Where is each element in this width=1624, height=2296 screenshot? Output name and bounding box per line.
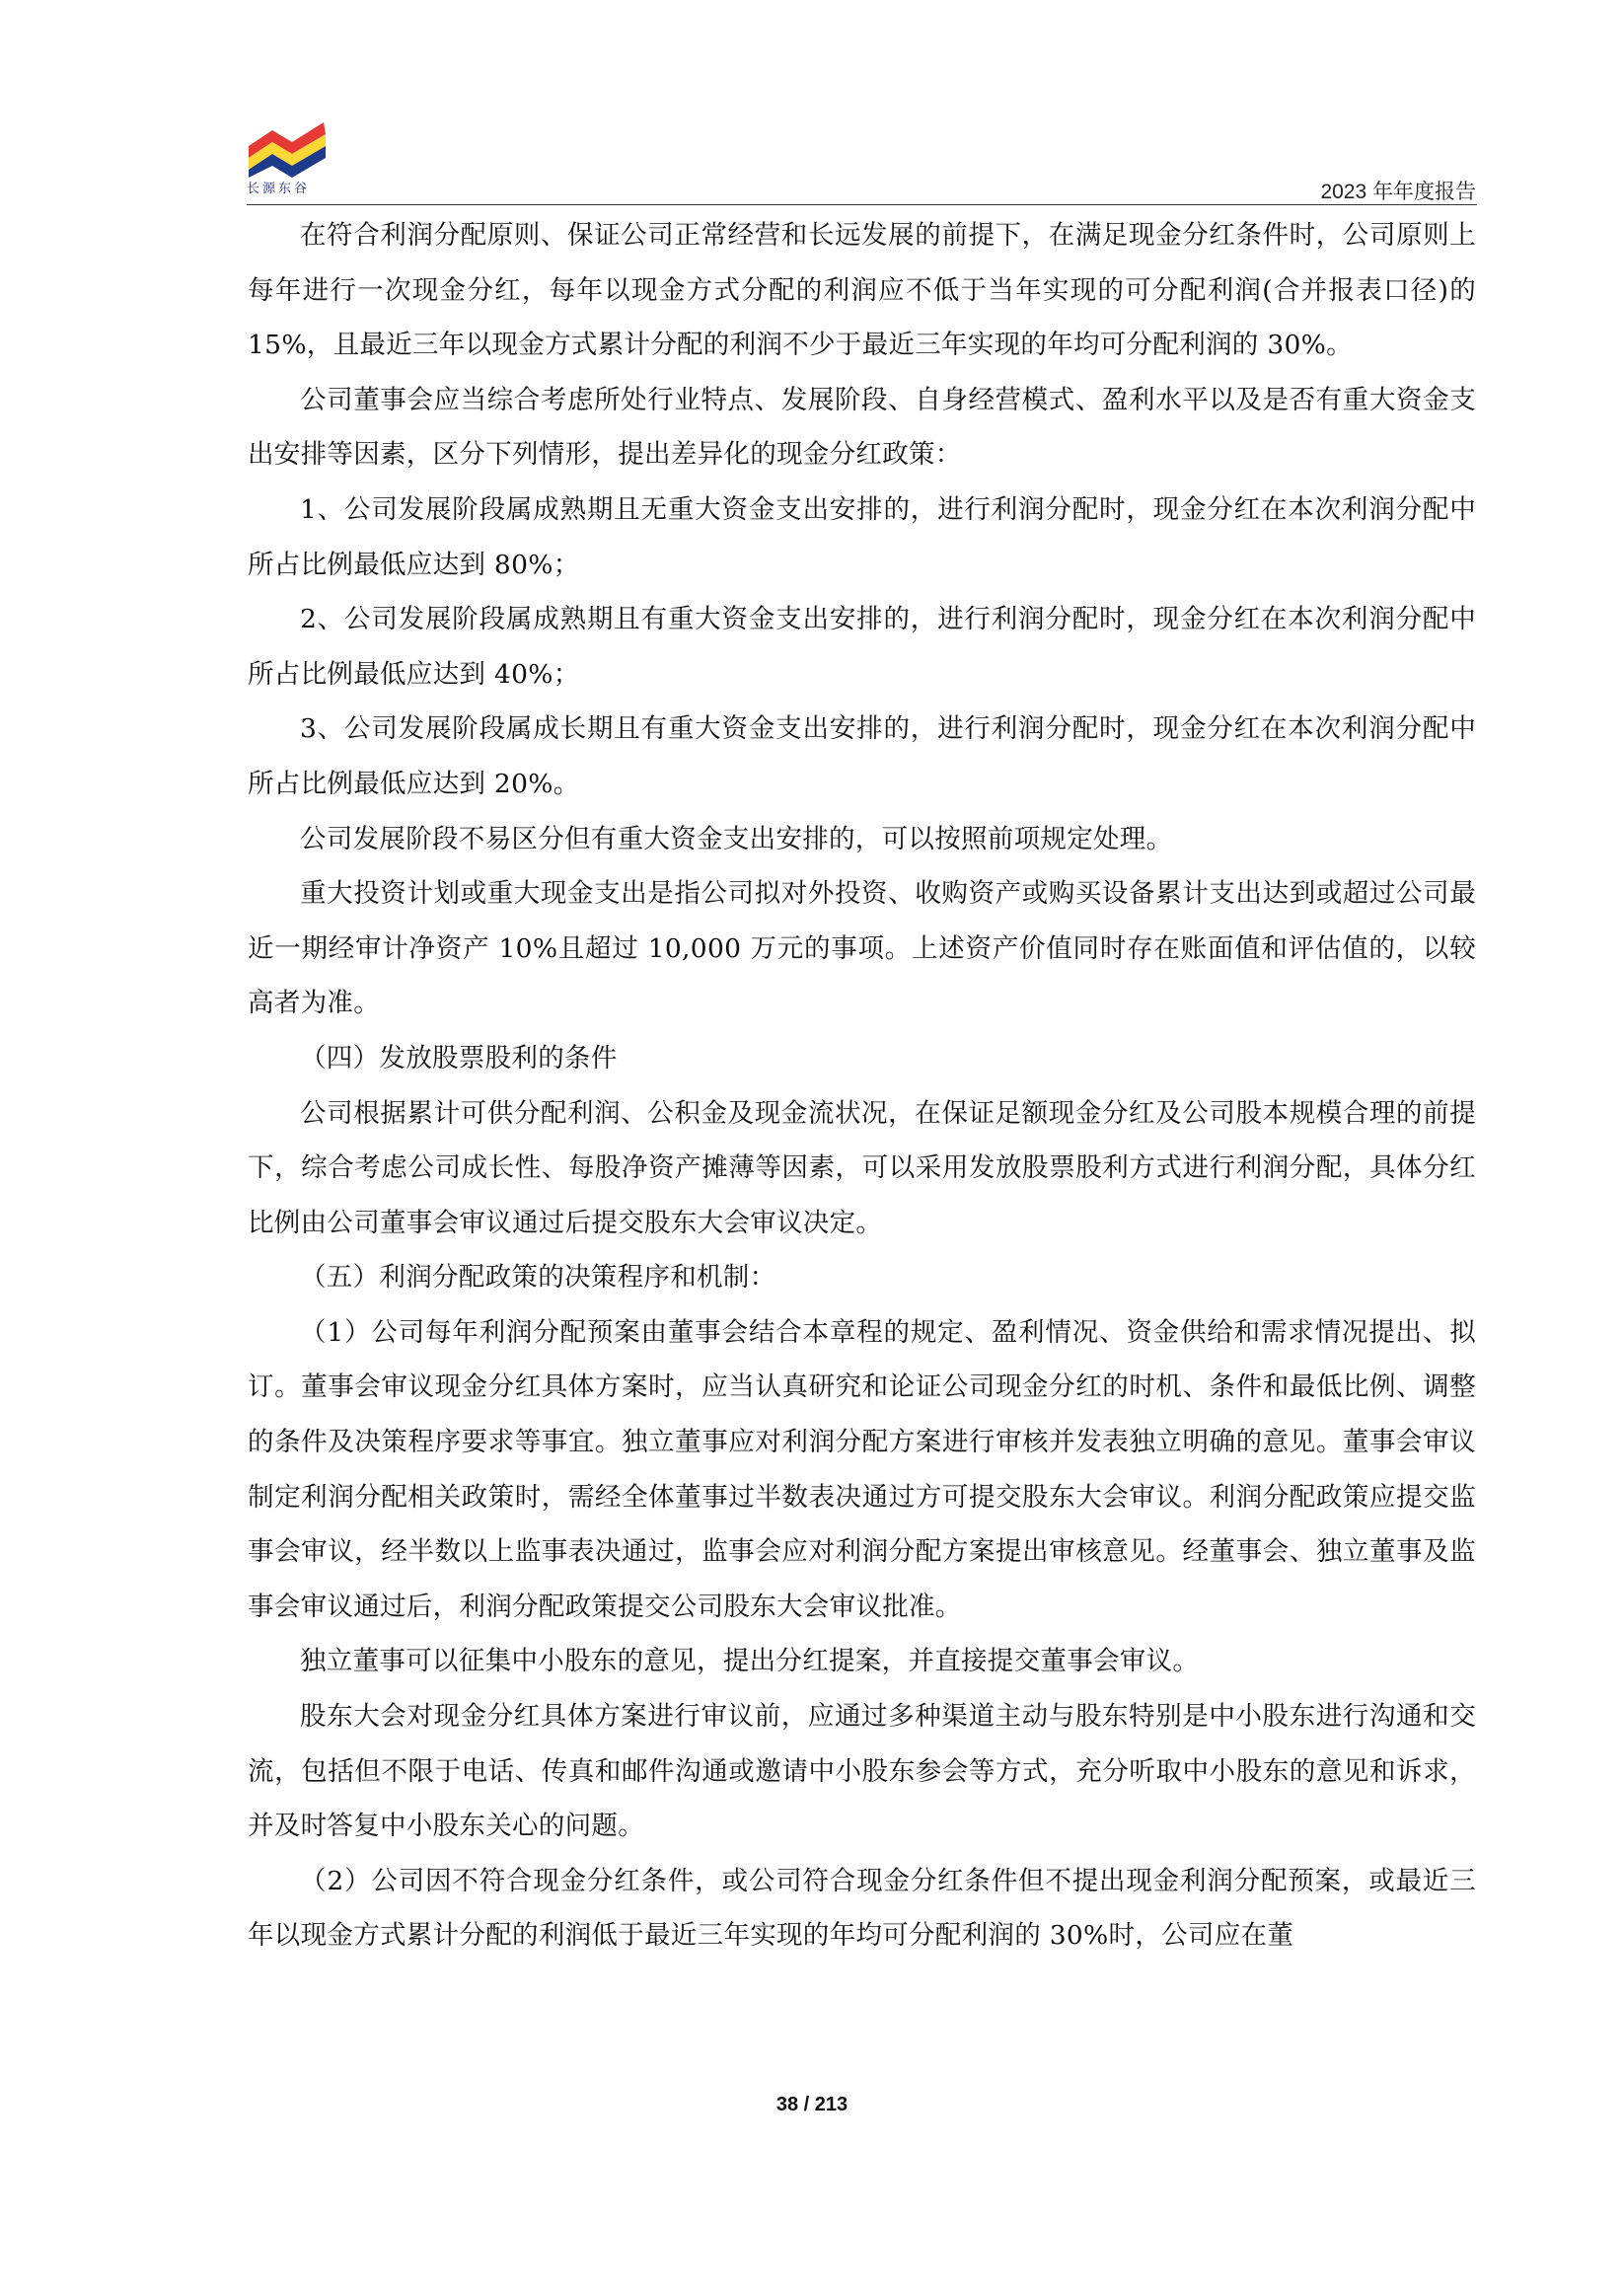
list-item-paragraph: 3、公司发展阶段属成长期且有重大资金支出安排的，进行利润分配时，现金分红在本次利润分配中所占比例最低应达到 20%。: [248, 713, 1476, 799]
list-item-paragraph: 2、公司发展阶段属成熟期且有重大资金支出安排的，进行利润分配时，现金分红在本次利润分配中所占比例最低应达到 40%；: [248, 604, 1476, 690]
body-text: [248, 208, 1476, 1963]
paragraph: 股东大会对现金分红具体方案进行审议前，应通过多种渠道主动与股东特别是中小股东进行沟通和交流，包括但不限于电话、传真和邮件沟通或邀请中小股东参会等方式，充分听取中小股东的意见和诉求，并及时答复中小股东关心的问题。: [248, 1701, 1476, 1842]
paragraph: 重大投资计划或重大现金支出是指公司拟对外投资、收购资产或购买设备累计支出达到或超过公司最近一期经审计净资产 10%且超过 10,000 万元的事项。上述资产价值同时存在账面值和评估值的，以较高者为准。: [248, 878, 1476, 1019]
paragraph: 独立董事可以征集中小股东的意见，提出分红提案，并直接提交董事会审议。: [300, 1646, 1200, 1677]
paragraph: 公司董事会应当综合考虑所处行业特点、发展阶段、自身经营模式、盈利水平以及是否有重大资金支出安排等因素，区分下列情形，提出差异化的现金分红政策：: [248, 384, 1476, 471]
paragraph: 公司根据累计可供分配利润、公积金及现金流状况，在保证足额现金分红及公司股本规模合理的前提下，综合考虑公司成长性、每股净资产摊薄等因素，可以采用发放股票股利方式进行利润分配，具体分红比例由公司董事会审议通过后提交股东大会审议决定。: [248, 1097, 1476, 1238]
header-divider: [247, 204, 1477, 205]
report-title: 2023 年年度报告: [1320, 181, 1476, 203]
paragraph: （1）公司每年利润分配预案由董事会结合本章程的规定、盈利情况、资金供给和需求情况提出、拟订。董事会审议现金分红具体方案时，应当认真研究和论证公司现金分红的时机、条件和最低比例、调整的条件及决策程序要求等事宜。独立董事应对利润分配方案进行审核并发表独立明确的意见。董事会审议制定利润分配相关政策时，需经全体董事过半数表决通过方可提交股东大会审议。利润分配政策应提交监事会审议，经半数以上监事表决通过，监事会应对利润分配方案提出审核意见。经董事会、独立董事及监事会审议通过后，利润分配政策提交公司股东大会审议批准。: [248, 1316, 1476, 1622]
section-heading: （四）发放股票股利的条件: [300, 1042, 618, 1074]
section-heading: （五）利润分配政策的决策程序和机制：: [300, 1262, 776, 1294]
page-number: 38 / 213: [775, 2094, 849, 2115]
paragraph: （2）公司因不符合现金分红条件，或公司符合现金分红条件但不提出现金利润分配预案，或最近三年以现金方式累计分配的利润低于最近三年实现的年均可分配利润的 30%时，公司应在董: [248, 1865, 1476, 1952]
logo-text: 长源东谷: [247, 182, 311, 196]
paragraph: 在符合利润分配原则、保证公司正常经营和长远发展的前提下，在满足现金分红条件时，公司原则上每年进行一次现金分红，每年以现金方式分配的利润应不低于当年实现的可分配利润(合并报表口径)的 15%，且最近三年以现金方式累计分配的利润不少于最近三年实现的年均可分配利润的 30%。: [248, 220, 1476, 361]
list-item-paragraph: 1、公司发展阶段属成熟期且无重大资金支出安排的，进行利润分配时，现金分红在本次利润分配中所占比例最低应达到 80%；: [248, 493, 1476, 580]
company-logo-icon: [245, 116, 333, 178]
paragraph: 公司发展阶段不易区分但有重大资金支出安排的，可以按照前项规定处理。: [300, 823, 1173, 854]
